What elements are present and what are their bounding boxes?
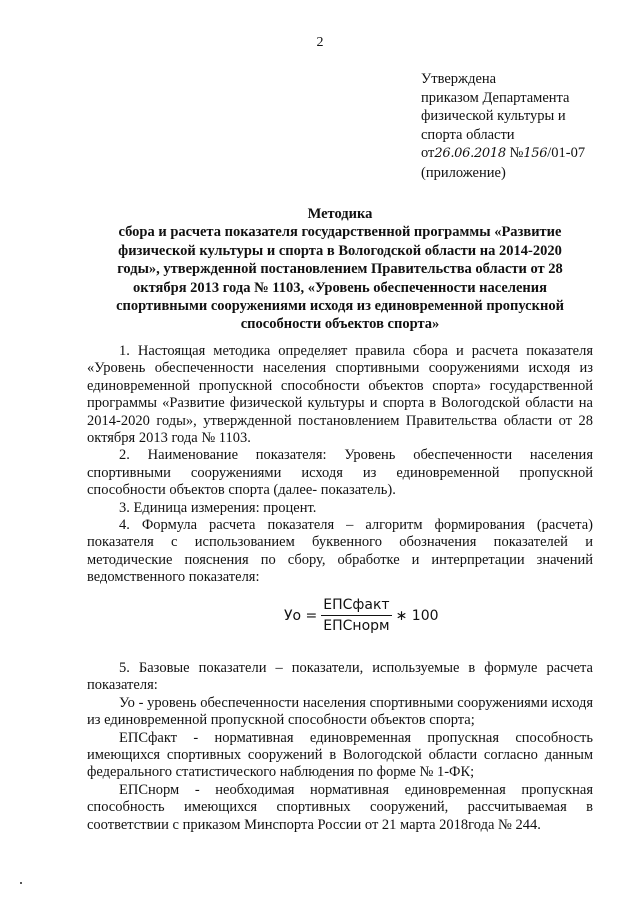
approval-line-3: физической культуры и	[421, 108, 566, 125]
title-line-7: способности объектов спорта»	[240, 316, 440, 333]
paragraph-3: 3. Единица измерения: процент.	[119, 499, 317, 516]
paragraph-8: ЕПСнорм - необходимая нормативная единовременная пропускная способность имеющихся спортивных сооружений, рассчитываемая в соответствии с приказом Минспорта России от 21 марта 2018года № 244.	[87, 781, 593, 833]
approval-date-prefix: от	[421, 145, 435, 162]
document-title	[80, 205, 600, 334]
approval-date-handwritten: 26.06.2018	[434, 146, 506, 162]
approval-line-2: приказом Департамента	[421, 89, 570, 106]
formula-lhs: Уо =	[284, 607, 318, 624]
approval-number-prefix: №	[505, 145, 524, 162]
scan-dot	[20, 882, 22, 884]
formula-fraction	[321, 597, 391, 634]
approval-number-suffix: /01-07	[547, 145, 586, 162]
formula	[284, 597, 439, 634]
paragraph-6: Уо - уровень обеспеченности населения спортивными сооружениями исходя из единовременной пропускной способности объектов спорта;	[87, 694, 593, 729]
paragraph-1: 1. Настоящая методика определяет правила сбора и расчета показателя «Уровень обеспеченности населения спортивными сооружениями исходя из единовременной пропускной способности объектов спорта» государственной программы «Развитие физической культуры и спорта в Вологодской области на 2014-2020 годы», утвержденной постановлением Правительства области от 28 октября 2013 года № 1103.	[87, 343, 593, 447]
page-number: 2	[316, 35, 324, 50]
paragraph-5: 5. Базовые показатели – показатели, используемые в формуле расчета показателя:	[87, 660, 593, 694]
title-line-6: спортивными сооружениями исходя из единовременной пропускной	[116, 298, 564, 315]
body-section-2	[87, 660, 593, 834]
approval-line-1: Утверждена	[421, 71, 497, 87]
approval-stamp	[421, 70, 621, 183]
formula-denominator: ЕПСнорм	[323, 618, 390, 634]
formula-rhs: ∗ 100	[395, 607, 439, 624]
formula-numerator: ЕПСфакт	[321, 597, 391, 616]
paragraph-2: 2. Наименование показателя: Уровень обеспеченности населения спортивными сооружениями исходя из единовременной пропускной способности объектов спорта (далее- показатель).	[87, 447, 593, 499]
title-line-3: физической культуры и спорта в Вологодской области на 2014-2020	[118, 242, 562, 259]
title-line-1: Методика	[307, 206, 373, 222]
approval-date-line	[421, 144, 621, 164]
paragraph-4: 4. Формула расчета показателя – алгоритм формирования (расчета) показателя с использованием буквенного обозначения показателей и методические пояснения по сбору, обработке и интерпретации значений ведомственного показателя:	[87, 517, 593, 586]
approval-number-handwritten: 156	[523, 146, 548, 162]
approval-line-4: спорта области	[421, 126, 515, 143]
body-section-1	[87, 343, 593, 587]
title-line-4: годы», утвержденной постановлением Правительства области от 28	[117, 261, 563, 278]
title-line-2: сбора и расчета показателя государственной программы «Развитие	[118, 224, 562, 241]
paragraph-7: ЕПСфакт - нормативная единовременная пропускная способность имеющихся спортивных сооружений в Вологодской области согласно данным федерального статистического наблюдения по форме № 1-ФК;	[87, 729, 593, 781]
approval-line-6: (приложение)	[421, 164, 506, 181]
title-line-5: октября 2013 года № 1103, «Уровень обеспеченности населения	[133, 279, 547, 296]
